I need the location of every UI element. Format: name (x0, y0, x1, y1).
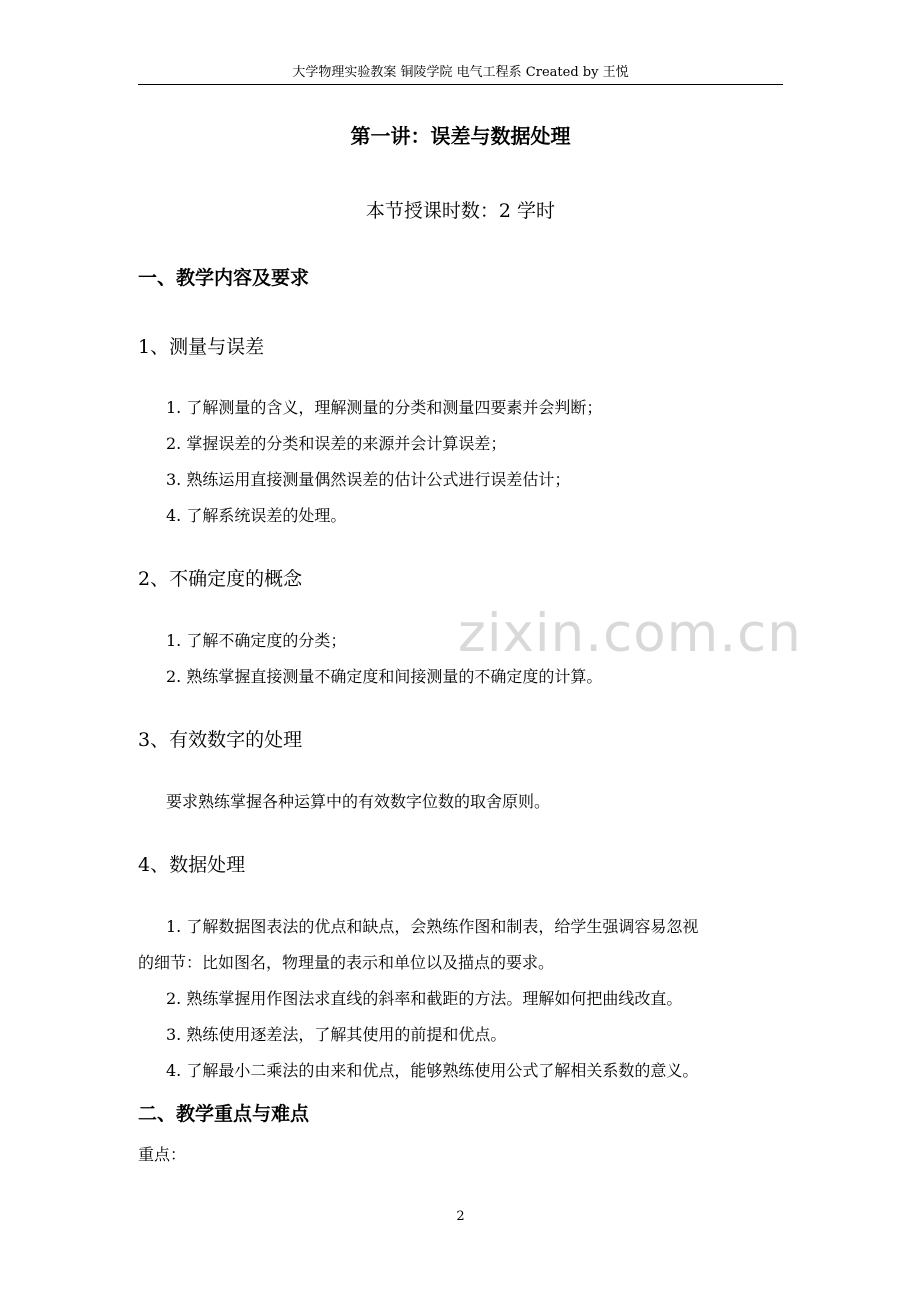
running-header: 大学物理实验教案 铜陵学院 电气工程系 Created by 王悦 (292, 65, 629, 80)
list-item: 4. 了解系统误差的处理。 (166, 506, 347, 525)
subsection-heading-data-processing: 4、数据处理 (138, 854, 246, 876)
paragraph-significant-figures: 要求熟练掌握各种运算中的有效数字位数的取舍原则。 (166, 792, 551, 811)
list-item: 3. 熟练运用直接测量偶然误差的估计公式进行误差估计； (166, 470, 571, 489)
section-heading-teaching-content: 一、教学内容及要求 (138, 267, 310, 289)
list-item: 1. 了解数据图表法的优点和缺点，会熟练作图和制表，给学生强调容易忽视 (166, 917, 699, 936)
list-item: 1. 了解不确定度的分类； (166, 631, 347, 650)
lecture-title: 第一讲：误差与数据处理 (350, 124, 571, 148)
list-item: 2. 熟练掌握用作图法求直线的斜率和截距的方法。理解如何把曲线改直。 (166, 989, 683, 1008)
class-hours: 本节授课时数：2 学时 (365, 200, 556, 222)
subsection-heading-significant-figures: 3、有效数字的处理 (138, 729, 303, 751)
key-points-label: 重点： (138, 1145, 187, 1164)
subsection-heading-uncertainty: 2、不确定度的概念 (138, 568, 303, 590)
list-item: 2. 熟练掌握直接测量不确定度和间接测量的不确定度的计算。 (166, 667, 603, 686)
watermark: zixin.com.cn (458, 603, 802, 664)
list-item: 1. 了解测量的含义，理解测量的分类和测量四要素并会判断； (166, 398, 603, 417)
list-item: 4. 了解最小二乘法的由来和优点，能够熟练使用公式了解相关系数的意义。 (166, 1061, 699, 1080)
list-item-continuation: 的细节：比如图名，物理量的表示和单位以及描点的要求。 (138, 953, 555, 972)
header-rule (138, 84, 783, 85)
section-heading-key-difficult-points: 二、教学重点与难点 (138, 1103, 310, 1125)
list-item: 2. 掌握误差的分类和误差的来源并会计算误差； (166, 434, 507, 453)
page-number: 2 (456, 1209, 465, 1224)
subsection-heading-measurement-error: 1、测量与误差 (138, 336, 265, 358)
list-item: 3. 熟练使用逐差法，了解其使用的前提和优点。 (166, 1025, 507, 1044)
